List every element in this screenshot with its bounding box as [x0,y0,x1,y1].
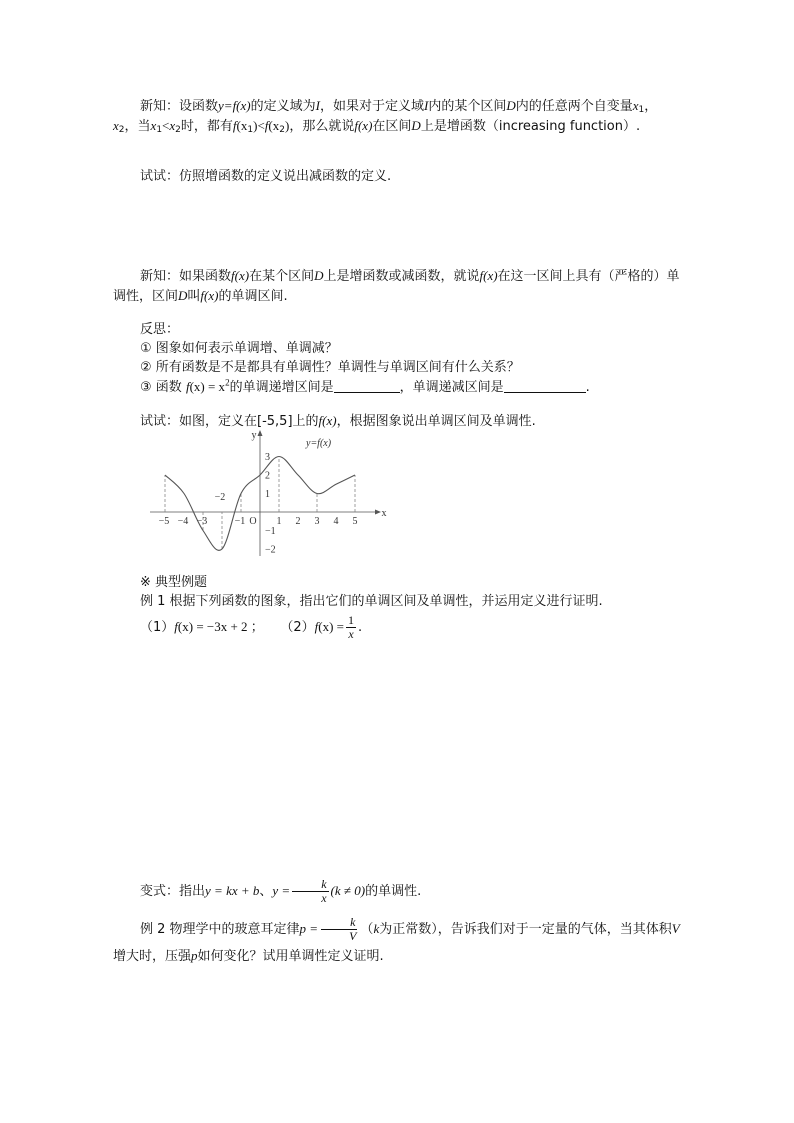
reflection-item-3: ③ 函数 $f(x) = x^2$的单调递增区间是 ，单调递减区间是 . [140,377,590,395]
x-tick-label: −4 [177,516,189,527]
y-tick-label: 1 [265,489,270,500]
x-axis-label: x [381,508,387,519]
section-title: 典型例题 [155,575,208,590]
reflection-block [140,320,680,397]
x-tick-label: −5 [158,516,170,527]
answer-blank-decreasing[interactable] [504,379,586,393]
x-tick-label: 4 [333,516,339,527]
x-tick-label: 1 [276,516,282,527]
y-axis-arrow [258,430,263,436]
example-1-title: 例 1 根据下列函数的图象，指出它们的单调区间及单调性，并运用定义进行证明. [140,594,603,609]
answer-blank-increasing[interactable] [334,379,400,393]
x-tick-label: 3 [314,516,320,527]
y-tick-label: 2 [265,470,270,482]
x-tick-label: 5 [352,516,358,527]
y-tick-label: 3 [265,452,270,463]
key-term: 增函数 [446,119,486,134]
fraction: $\frac{k}{V}$ [320,916,358,943]
reflection-title: 反思： [140,322,180,337]
fraction: $\frac{1}{x}$ [348,613,354,641]
x-tick-label: −2 [214,492,226,503]
try-decreasing-definition: 试试：仿照增函数的定义说出减函数的定义. [140,169,392,184]
reflection-item-2: ② 所有函数是不是都具有单调性？单调性与单调区间有什么关系？ [140,360,520,375]
x-tick-label: −3 [196,516,208,527]
y-axis-label: y [251,430,257,441]
fraction: $\frac{k}{x}$ [292,878,328,905]
origin-label: O [249,516,257,527]
new-knowledge-monotonicity: 新知：如果函数f(x)在某个区间D上是增函数或减函数，就说f(x)在这一区间上具有（严格的）单调性，区间D叫f(x)的单调区间. [113,268,680,304]
function-graph [140,428,400,558]
label: 试试： [140,169,180,184]
example-1 [140,592,685,641]
new-knowledge-increasing-function: 新知：设函数y=f(x)的定义域为I，如果对于定义域I内的某个区间D内的任意两个自变量$x_1$，$x_2$，当$x_1<x_2$时，都有$f(x_1)<f(x_2)$，那么就说f(x)在区间D上是增函数（increasing function）. [113,98,658,135]
reflection-item-1: ① 图象如何表示单调增、单调减？ [140,341,338,356]
label: 新知： [140,99,180,114]
example-1-parts: （1）f(x) = −3x + 2 ； （2）f(x) = $\frac{1}{x}$ . [140,613,363,641]
y-tick-label: −2 [265,544,276,556]
label: 变式： [140,884,180,899]
variation-exercise: 变式：指出y = kx + b、y = $\frac{k}{x}$ (k ≠ 0)的单调性. [140,877,422,905]
section-mark: ※ [140,575,151,590]
try-graph-monotonicity: 试试：如图，定义在[-5,5]上的f(x)，根据图象说出单调区间及单调性. [140,413,536,429]
y-tick-label: −1 [265,526,276,537]
curve-label: y=f(x) [306,438,332,449]
label: 新知： [140,269,180,284]
x-axis-arrow [375,510,381,515]
label: 试试： [140,414,180,429]
example-2: 例 2 物理学中的玻意耳定律p = $\frac{k}{V}$ （k为正常数），告诉我们对于一定量的气体，当其体积V增大时，压强p如何变化？试用单调性定义证明. [113,915,680,964]
section-header [140,573,708,592]
x-tick-label: 2 [295,516,301,527]
x-tick-label: −1 [234,516,246,527]
